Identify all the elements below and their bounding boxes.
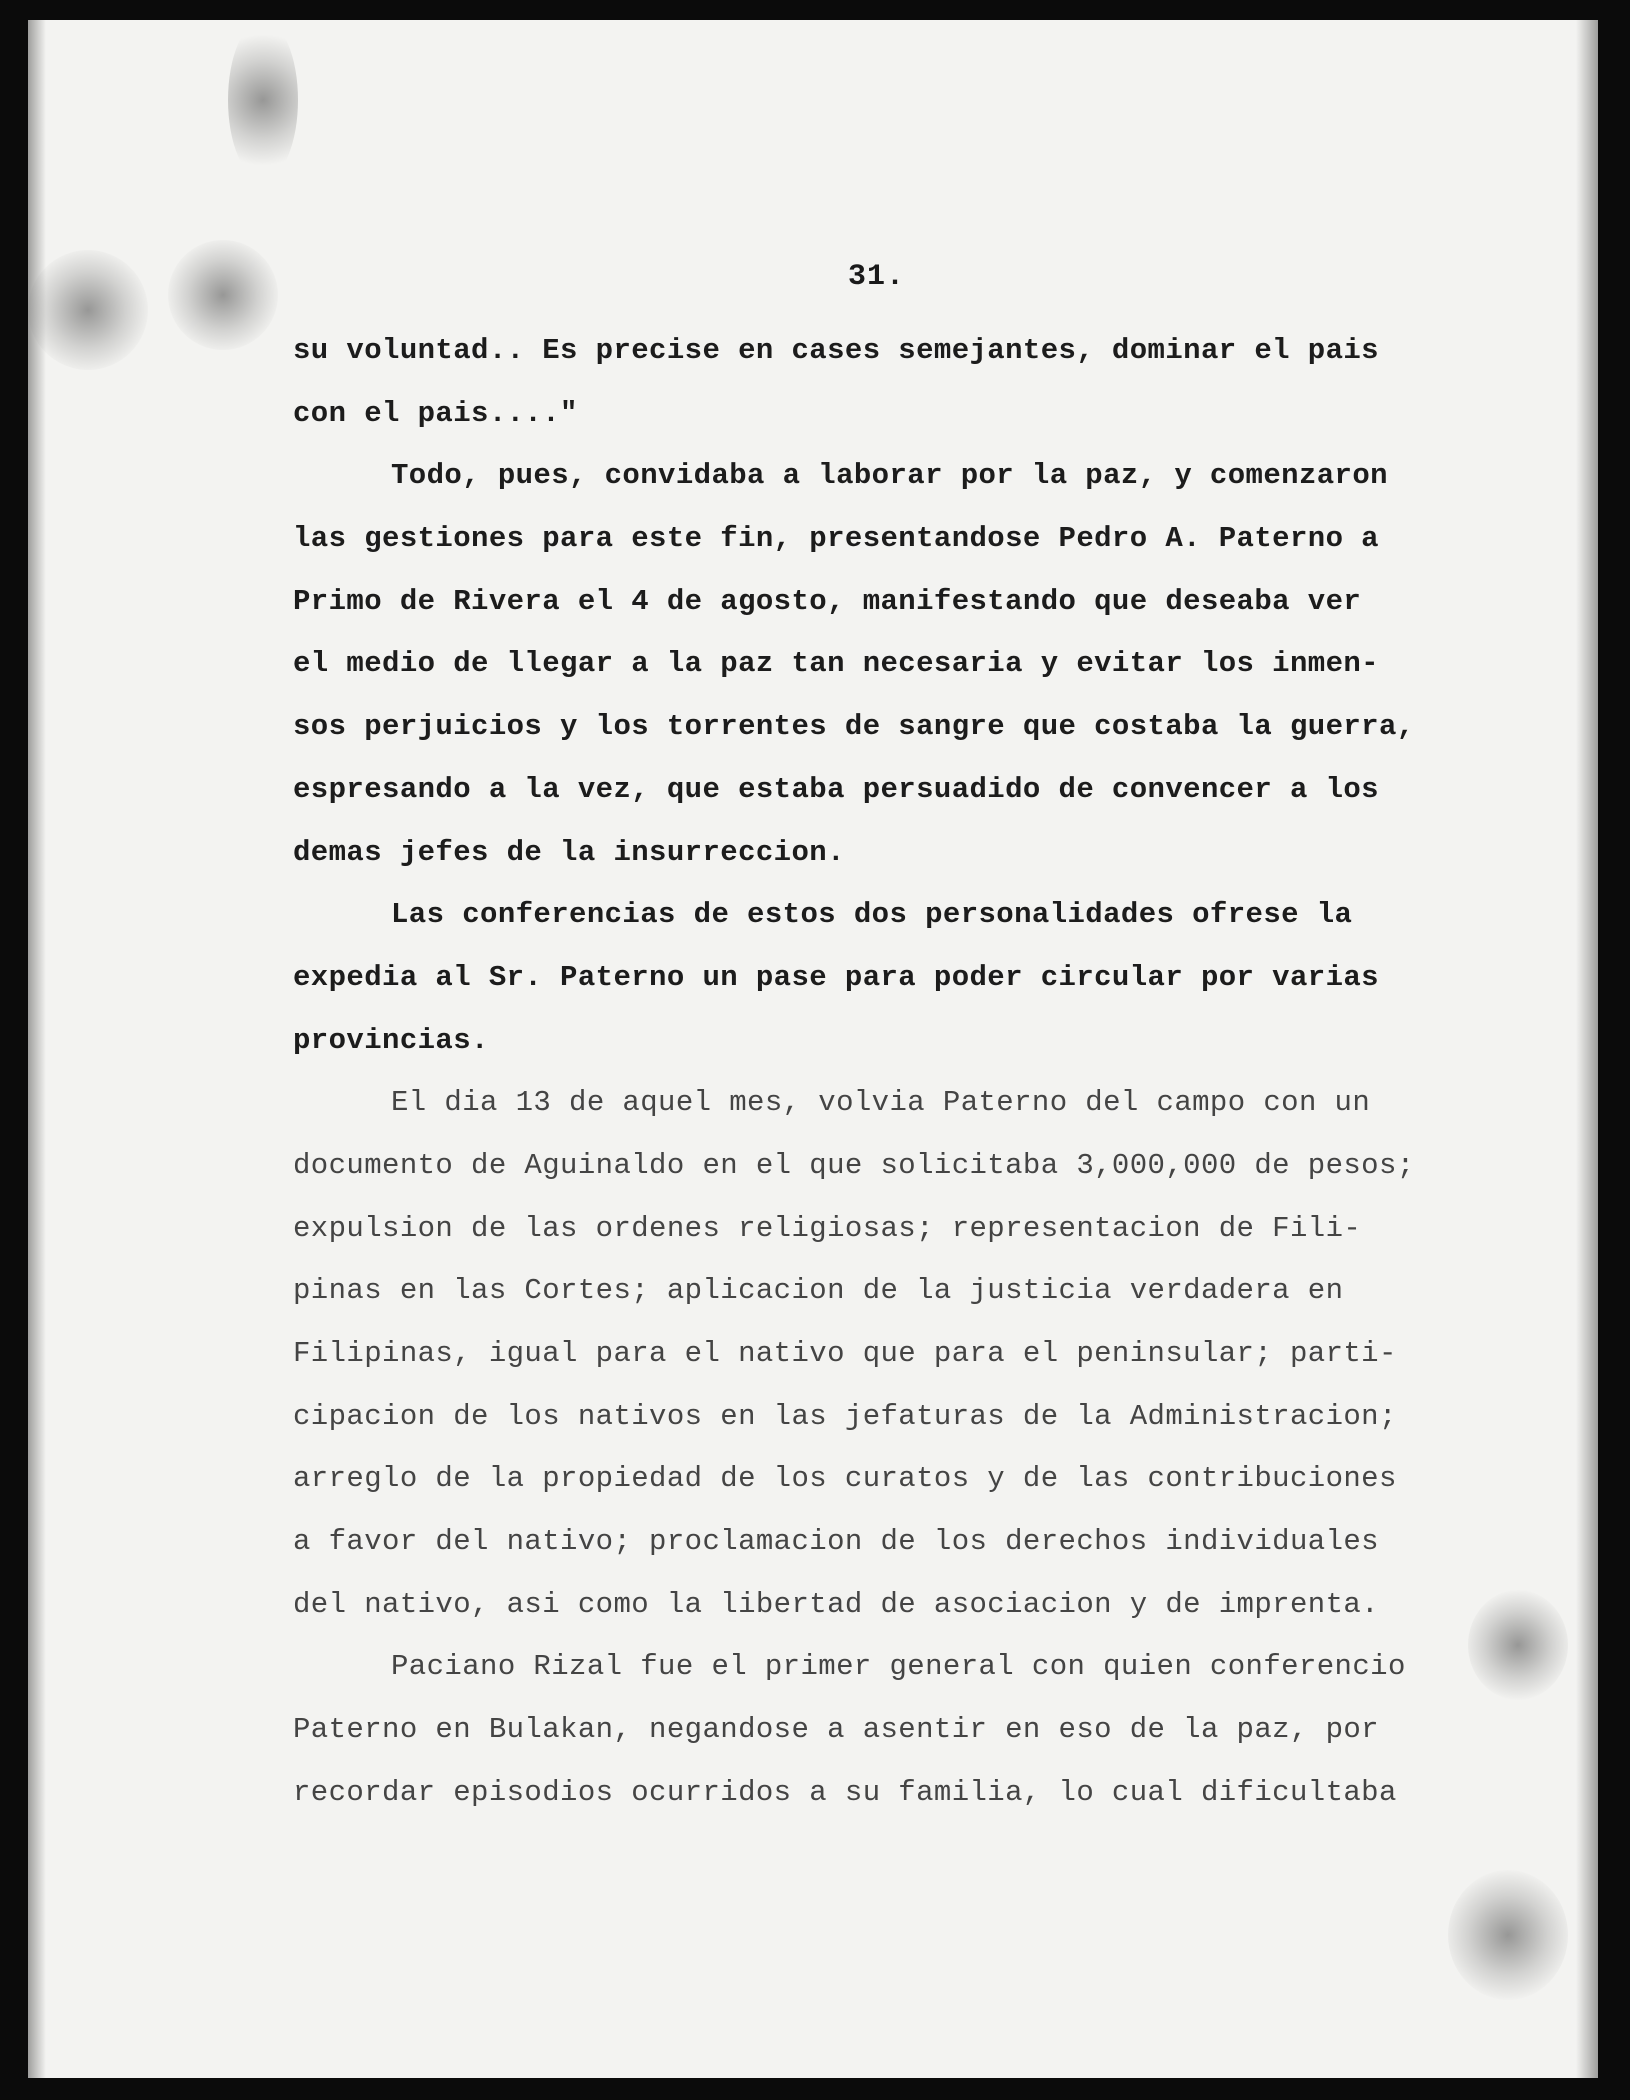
text-line: expedia al Sr. Paterno un pase para poder circular por varias bbox=[293, 960, 1379, 994]
text-line: demas jefes de la insurreccion. bbox=[293, 835, 845, 869]
text-line: cipacion de los nativos en las jefaturas de la Administracion; bbox=[293, 1399, 1397, 1433]
text-line: recordar episodios ocurridos a su familia, lo cual dificultaba bbox=[293, 1775, 1397, 1809]
text-line: documento de Aguinaldo en el que solicitaba 3,000,000 de pesos; bbox=[293, 1148, 1415, 1182]
text-line: del nativo, asi como la libertad de asociacion y de imprenta. bbox=[293, 1587, 1379, 1621]
ink-smudge bbox=[228, 20, 298, 180]
text-line: pinas en las Cortes; aplicacion de la justicia verdadera en bbox=[293, 1274, 1344, 1308]
text-line: Filipinas, igual para el nativo que para el peninsular; parti- bbox=[293, 1337, 1397, 1370]
paragraph-start-line: El dia 13 de aquel mes, volvia Paterno del campo con un bbox=[391, 1086, 1371, 1120]
text-line: Primo de Rivera el 4 de agosto, manifestando que deseaba ver bbox=[293, 584, 1362, 618]
paragraph-start-line: Las conferencias de estos dos personalidades ofrese la bbox=[391, 898, 1353, 932]
page-number: 31. bbox=[848, 260, 906, 294]
ink-smudge bbox=[168, 240, 278, 350]
text-line: arreglo de la propiedad de los curatos y de las contribuciones bbox=[293, 1462, 1397, 1496]
text-line: su voluntad.. Es precise en cases semejantes, dominar el pais bbox=[293, 334, 1379, 367]
text-line: expulsion de las ordenes religiosas; representacion de Fili- bbox=[293, 1211, 1362, 1245]
text-line: espresando a la vez, que estaba persuadido de convencer a los bbox=[293, 772, 1379, 806]
text-line: provincias. bbox=[293, 1023, 489, 1057]
ink-smudge bbox=[28, 250, 148, 370]
paragraph-start-line: Paciano Rizal fue el primer general con quien conferencio bbox=[391, 1650, 1406, 1684]
ink-smudge bbox=[1448, 1870, 1568, 2000]
page-edge-shadow-right bbox=[1576, 20, 1598, 2078]
body-text bbox=[293, 320, 1493, 1825]
text-line: las gestiones para este fin, presentandose Pedro A. Paterno a bbox=[293, 522, 1379, 556]
text-line: con el pais...." bbox=[293, 396, 578, 430]
text-line: sos perjuicios y los torrentes de sangre que costaba la guerra, bbox=[293, 710, 1415, 744]
document-page bbox=[28, 20, 1598, 2078]
text-line: el medio de llegar a la paz tan necesaria y evitar los inmen- bbox=[293, 647, 1379, 681]
text-line: a favor del nativo; proclamacion de los derechos individuales bbox=[293, 1525, 1379, 1559]
paragraph-start-line: Todo, pues, convidaba a laborar por la paz, y comenzaron bbox=[391, 459, 1388, 493]
text-line: Paterno en Bulakan, negandose a asentir en eso de la paz, por bbox=[293, 1713, 1379, 1747]
